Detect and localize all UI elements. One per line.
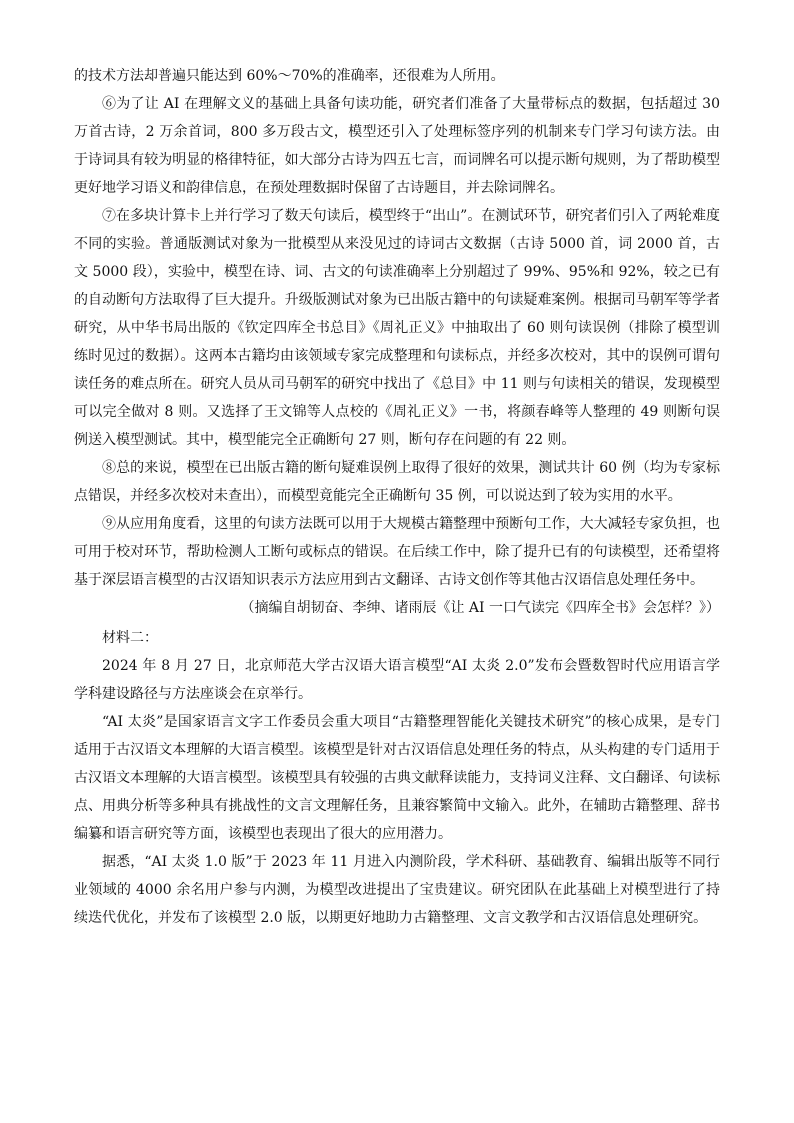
material-2-paragraph-1: 2024 年 8 月 27 日，北京师范大学古汉语大语言模型“AI 太炎 2.0”发布会暨数智时代应用语言学学科建设路径与方法座谈会在京举行。 — [74, 658, 720, 702]
paragraph-continuation: 的技术方法却普遍只能达到 60%～70%的准确率，还很难为人所用。 — [74, 68, 505, 84]
paragraph-9: ⑨从应用角度看，这里的句读方法既可以用于大规模古籍整理中预断句工作，大大减轻专家负担，也可用于校对环节，帮助检测人工断句或标点的错误。在后续工作中，除了提升已有的句读模型，还希望将基于深层语言模型的古汉语知识表示方法应用到古文翻译、古诗文创作等其他古汉语信息处理任务中。 — [74, 516, 720, 588]
material-2-heading: 材料二： — [102, 630, 158, 646]
paragraph-7: ⑦在多块计算卡上并行学习了数天句读后，模型终于“出山”。在测试环节，研究者们引入了两轮难度不同的实验。普通版测试对象为一批模型从来没见过的诗词古文数据（古诗 5000 首，词 2000 首，古文 5000 段），实验中，模型在诗、词、古文的句读准确率上分别超过了 99%、95%和 92%，较之已有的自动断句方法取得了巨大提升。升级版测试对象为已出版古籍中的句读疑难案例。根据司马朝军等学者研究，从中华书局出版的《钦定四库全书总目》《周礼正义》中抽取出了 60 则句读误例（排除了模型训练时见过的数据）。这两本古籍均由该领域专家完成整理和句读标点，并经多次校对，其中的误例可谓句读任务的难点所在。研究人员从司马朝军的研究中找出了《总目》中 11 则与句读相关的错误，发现模型可以完全做对 8 则。又选择了王文锦等人点校的《周礼正义》一书，将颜春峰等人整理的 49 则断句误例送入模型测试。其中，模型能完全正确断句 27 则，断句存在问题的有 22 则。 — [74, 208, 720, 448]
material-2-paragraph-3: 据悉，“AI 太炎 1.0 版”于 2023 年 11 月进入内测阶段，学术科研、基础教育、编辑出版等不同行业领域的 4000 余名用户参与内测，为模型改进提出了宝贵建议。研究团队在此基础上对模型进行了持续迭代优化，并发布了该模型 2.0 版，以期更好地助力古籍整理、文言文教学和古汉语信息处理研究。 — [74, 854, 720, 926]
material-2-paragraph-2: “AI 太炎”是国家语言文字工作委员会重大项目“古籍整理智能化关键技术研究”的核心成果，是专门适用于古汉语文本理解的大语言模型。该模型是针对古汉语信息处理任务的特点，从头构建的专门适用于古汉语文本理解的大语言模型。该模型具有较强的古典文献释读能力，支持词义注释、文白翻译、句读标点、用典分析等多种具有挑战性的文言文理解任务，且兼容繁简中文输入。此外，在辅助古籍整理、辞书编纂和语言研究等方面，该模型也表现出了很大的应用潜力。 — [74, 714, 720, 842]
paragraph-6: ⑥为了让 AI 在理解文义的基础上具备句读功能，研究者们准备了大量带标点的数据，包括超过 30 万首古诗，2 万余首词，800 多万段古文，模型还引入了处理标签序列的机制来专门学习句读方法。由于诗词具有较为明显的格律特征，如大部分古诗为四五七言，而词牌名可以提示断句规则，为了帮助模型更好地学习语义和韵律信息，在预处理数据时保留了古诗题目，并去除词牌名。 — [74, 96, 720, 196]
paragraph-8: ⑧总的来说，模型在已出版古籍的断句疑难误例上取得了很好的效果，测试共计 60 例（均为专家标点错误，并经多次校对未查出），而模型竟能完全正确断句 35 例，可以说达到了较为实用的水平。 — [74, 460, 720, 504]
source-citation: （摘编自胡韧奋、李绅、诸雨辰《让 AI 一口气读完《四库全书》会怎样？》） — [240, 600, 720, 616]
document-page — [74, 62, 720, 932]
